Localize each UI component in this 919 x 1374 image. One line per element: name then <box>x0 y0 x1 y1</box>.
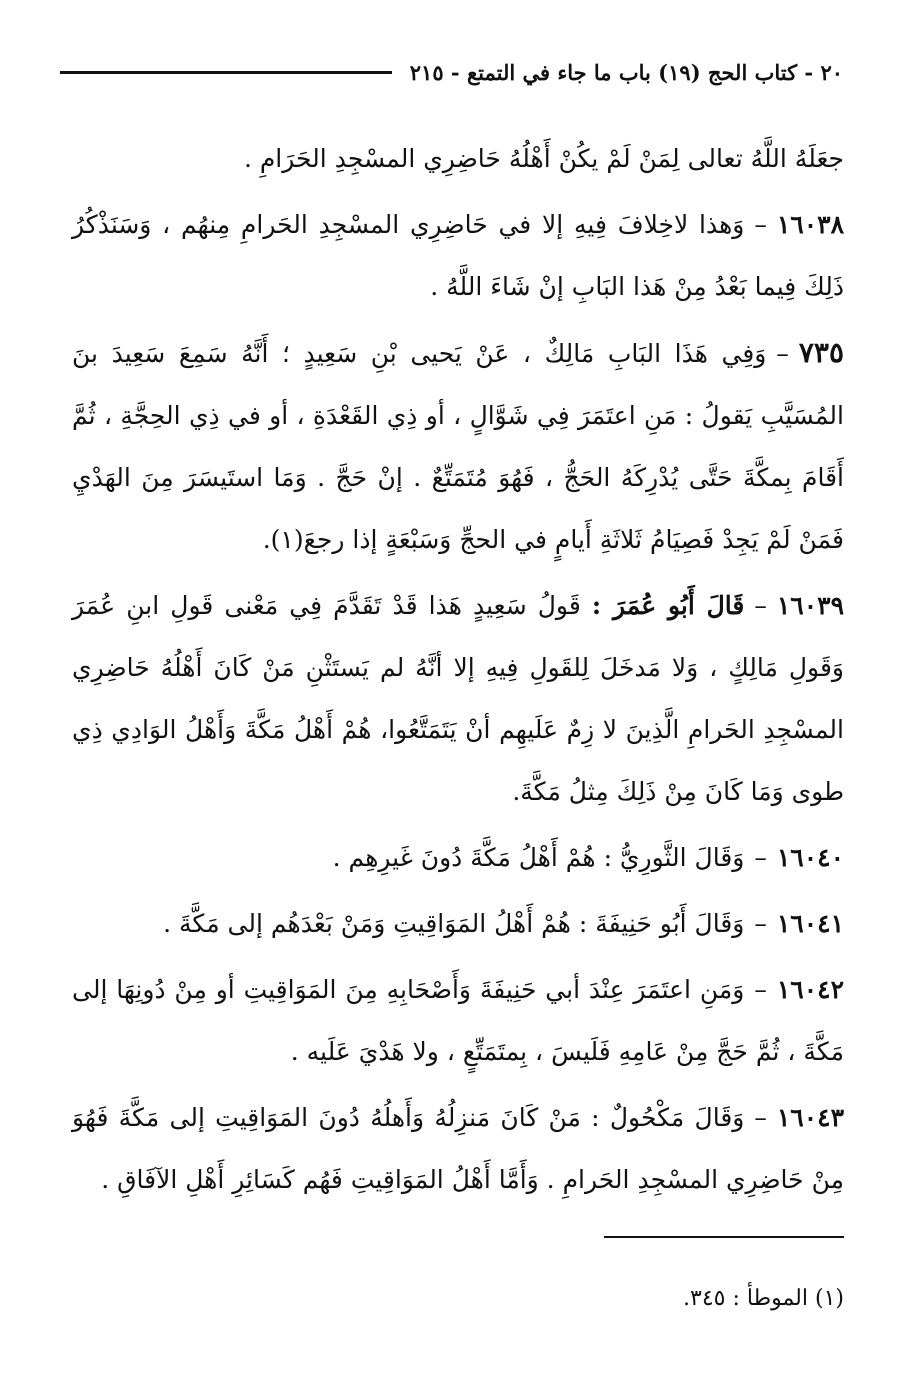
paragraph-dash: – <box>754 843 767 872</box>
paragraph-dash: – <box>754 909 767 938</box>
paragraph-text: وَقَالَ مَكْحُولٌ : مَنْ كَانَ مَنزِلُهُ وَأَهلُهُ دُونَ المَوَاقِيتِ إلى مَكَّةَ فَهُوَ مِنْ حَاضِرِي المسْجِدِ الحَرامِ . وَأَمَّا أَهْلُ المَوَاقِيتِ فَهُم كَسَائِرِ أَهْلِ الآفَاقِ . <box>72 1103 844 1194</box>
paragraph-dash: – <box>754 1103 767 1132</box>
paragraph-text: جعَلَهُ اللَّهُ تعالى لِمَنْ لَمْ يكُنْ أَهْلُهُ حَاضِرِي المسْجِدِ الحَرَامِ . <box>243 144 844 173</box>
paragraph-text: وَقَالَ أَبُو حَنِيفَةَ : هُمْ أَهْلُ المَوَاقِيتِ وَمَنْ بَعْدَهُم إلى مَكَّةَ . <box>163 909 745 938</box>
paragraph <box>72 827 844 889</box>
footnote-rule <box>604 1236 844 1238</box>
paragraph-dash: – <box>754 975 767 1004</box>
paragraph-text: وَهذا لاخِلافَ فِيهِ إلا في حَاضِرِي المسْجِدِ الحَرامِ مِنهُم ، وَسَنَذْكُرُ ذَلِكَ فِيما بَعْدُ مِنْ هَذا البَابِ إنْ شَاءَ اللَّهُ . <box>72 210 844 301</box>
paragraph-text: قَولُ سَعِيدٍ هَذا قَدْ تَقَدَّمَ فِي مَعْنى قَولِ ابنِ عُمَرَ وَقَولِ مَالِكٍ ، وَلا مَدخَلَ لِلقَولِ فِيهِ إلا أنَّهُ لم يَستَثْنِ مَنْ كَانَ أَهْلُهُ حَاضِرِي المسْجِدِ الحَرامِ الَّذِينَ لا زِمٌ عَلَيهِم أنْ يَتَمَتَّعُوا، هُمْ أَهْلُ مَكَّةَ وَأَهْلُ الوَادِي ذِي طوى وَمَا كَانَ مِنْ ذَلِكَ مِثلُ مَكَّةَ. <box>72 591 844 806</box>
paragraph <box>72 1087 844 1211</box>
paragraph <box>72 575 844 823</box>
header-rule <box>60 71 392 74</box>
paragraph-text: وَفِي هَذَا البَابِ مَالِكٌ ، عَنْ يَحيى بْنِ سَعِيدٍ ؛ أَنَّهُ سَمِعَ سَعِيدَ بنَ المُسَيَّبِ يَقولُ : مَنِ اعتَمَرَ فِي شَوَّالٍ ، أو ذِي القَعْدَةِ ، أو في ذِي الحِجَّةِ ، ثُمَّ أَقَامَ بِمكَّةَ حَتَّى يُدْرِكَهُ الحَجُّ ، فَهُوَ مُتَمَتِّعٌ . إنْ حَجَّ . وَمَا استَيسَرَ مِنَ الهَدْيِ فَمَنْ لَمْ يَجِدْ فَصِيَامُ ثَلاثَةِ أَيامٍ في الحجِّ وَسَبْعَةٍ إذا رجعَ(١). <box>72 339 844 554</box>
paragraph-dash: – <box>754 591 767 620</box>
hadith-number: ٧٣٥ <box>798 336 844 369</box>
paragraph-number: ١٦٠٣٩ <box>776 591 844 620</box>
running-header <box>60 52 843 92</box>
paragraph-number: ١٦٠٣٨ <box>776 210 844 239</box>
paragraph-dash: – <box>754 210 767 239</box>
paragraph <box>72 322 844 571</box>
speaker-lead: قَالَ أَبُو عُمَرَ : <box>591 591 745 620</box>
paragraph <box>72 959 844 1083</box>
paragraph-number: ١٦٠٤٠ <box>776 843 844 872</box>
paragraph-number: ١٦٠٤١ <box>776 909 844 938</box>
footnote: (١) الموطأ : ٣٤٥. <box>683 1286 844 1311</box>
paragraph-text: وَقَالَ الثَّورِيُّ : هُمْ أَهْلُ مَكَّةَ دُونَ غَيرِهِم . <box>332 843 745 872</box>
main-text <box>72 128 844 1215</box>
paragraph-dash: – <box>776 339 789 368</box>
paragraph-number: ١٦٠٤٢ <box>776 975 844 1004</box>
paragraph <box>72 893 844 955</box>
paragraph <box>72 128 844 190</box>
paragraph <box>72 194 844 318</box>
header-title: ٢٠ - كتاب الحج (١٩) باب ما جاء في التمتع - ٢١٥ <box>409 59 843 85</box>
paragraph-number: ١٦٠٤٣ <box>776 1103 844 1132</box>
paragraph-text: وَمَنِ اعتَمَرَ عِنْدَ أبي حَنِيفَةَ وَأَصْحَابِهِ مِنَ المَوَاقِيتِ أو مِنْ دُونِهَا إلى مَكَّةَ ، ثُمَّ حَجَّ مِنْ عَامِهِ فَلَيسَ ، بِمتَمَتِّعٍ ، ولا هَدْيَ عَلَيه . <box>72 975 844 1066</box>
